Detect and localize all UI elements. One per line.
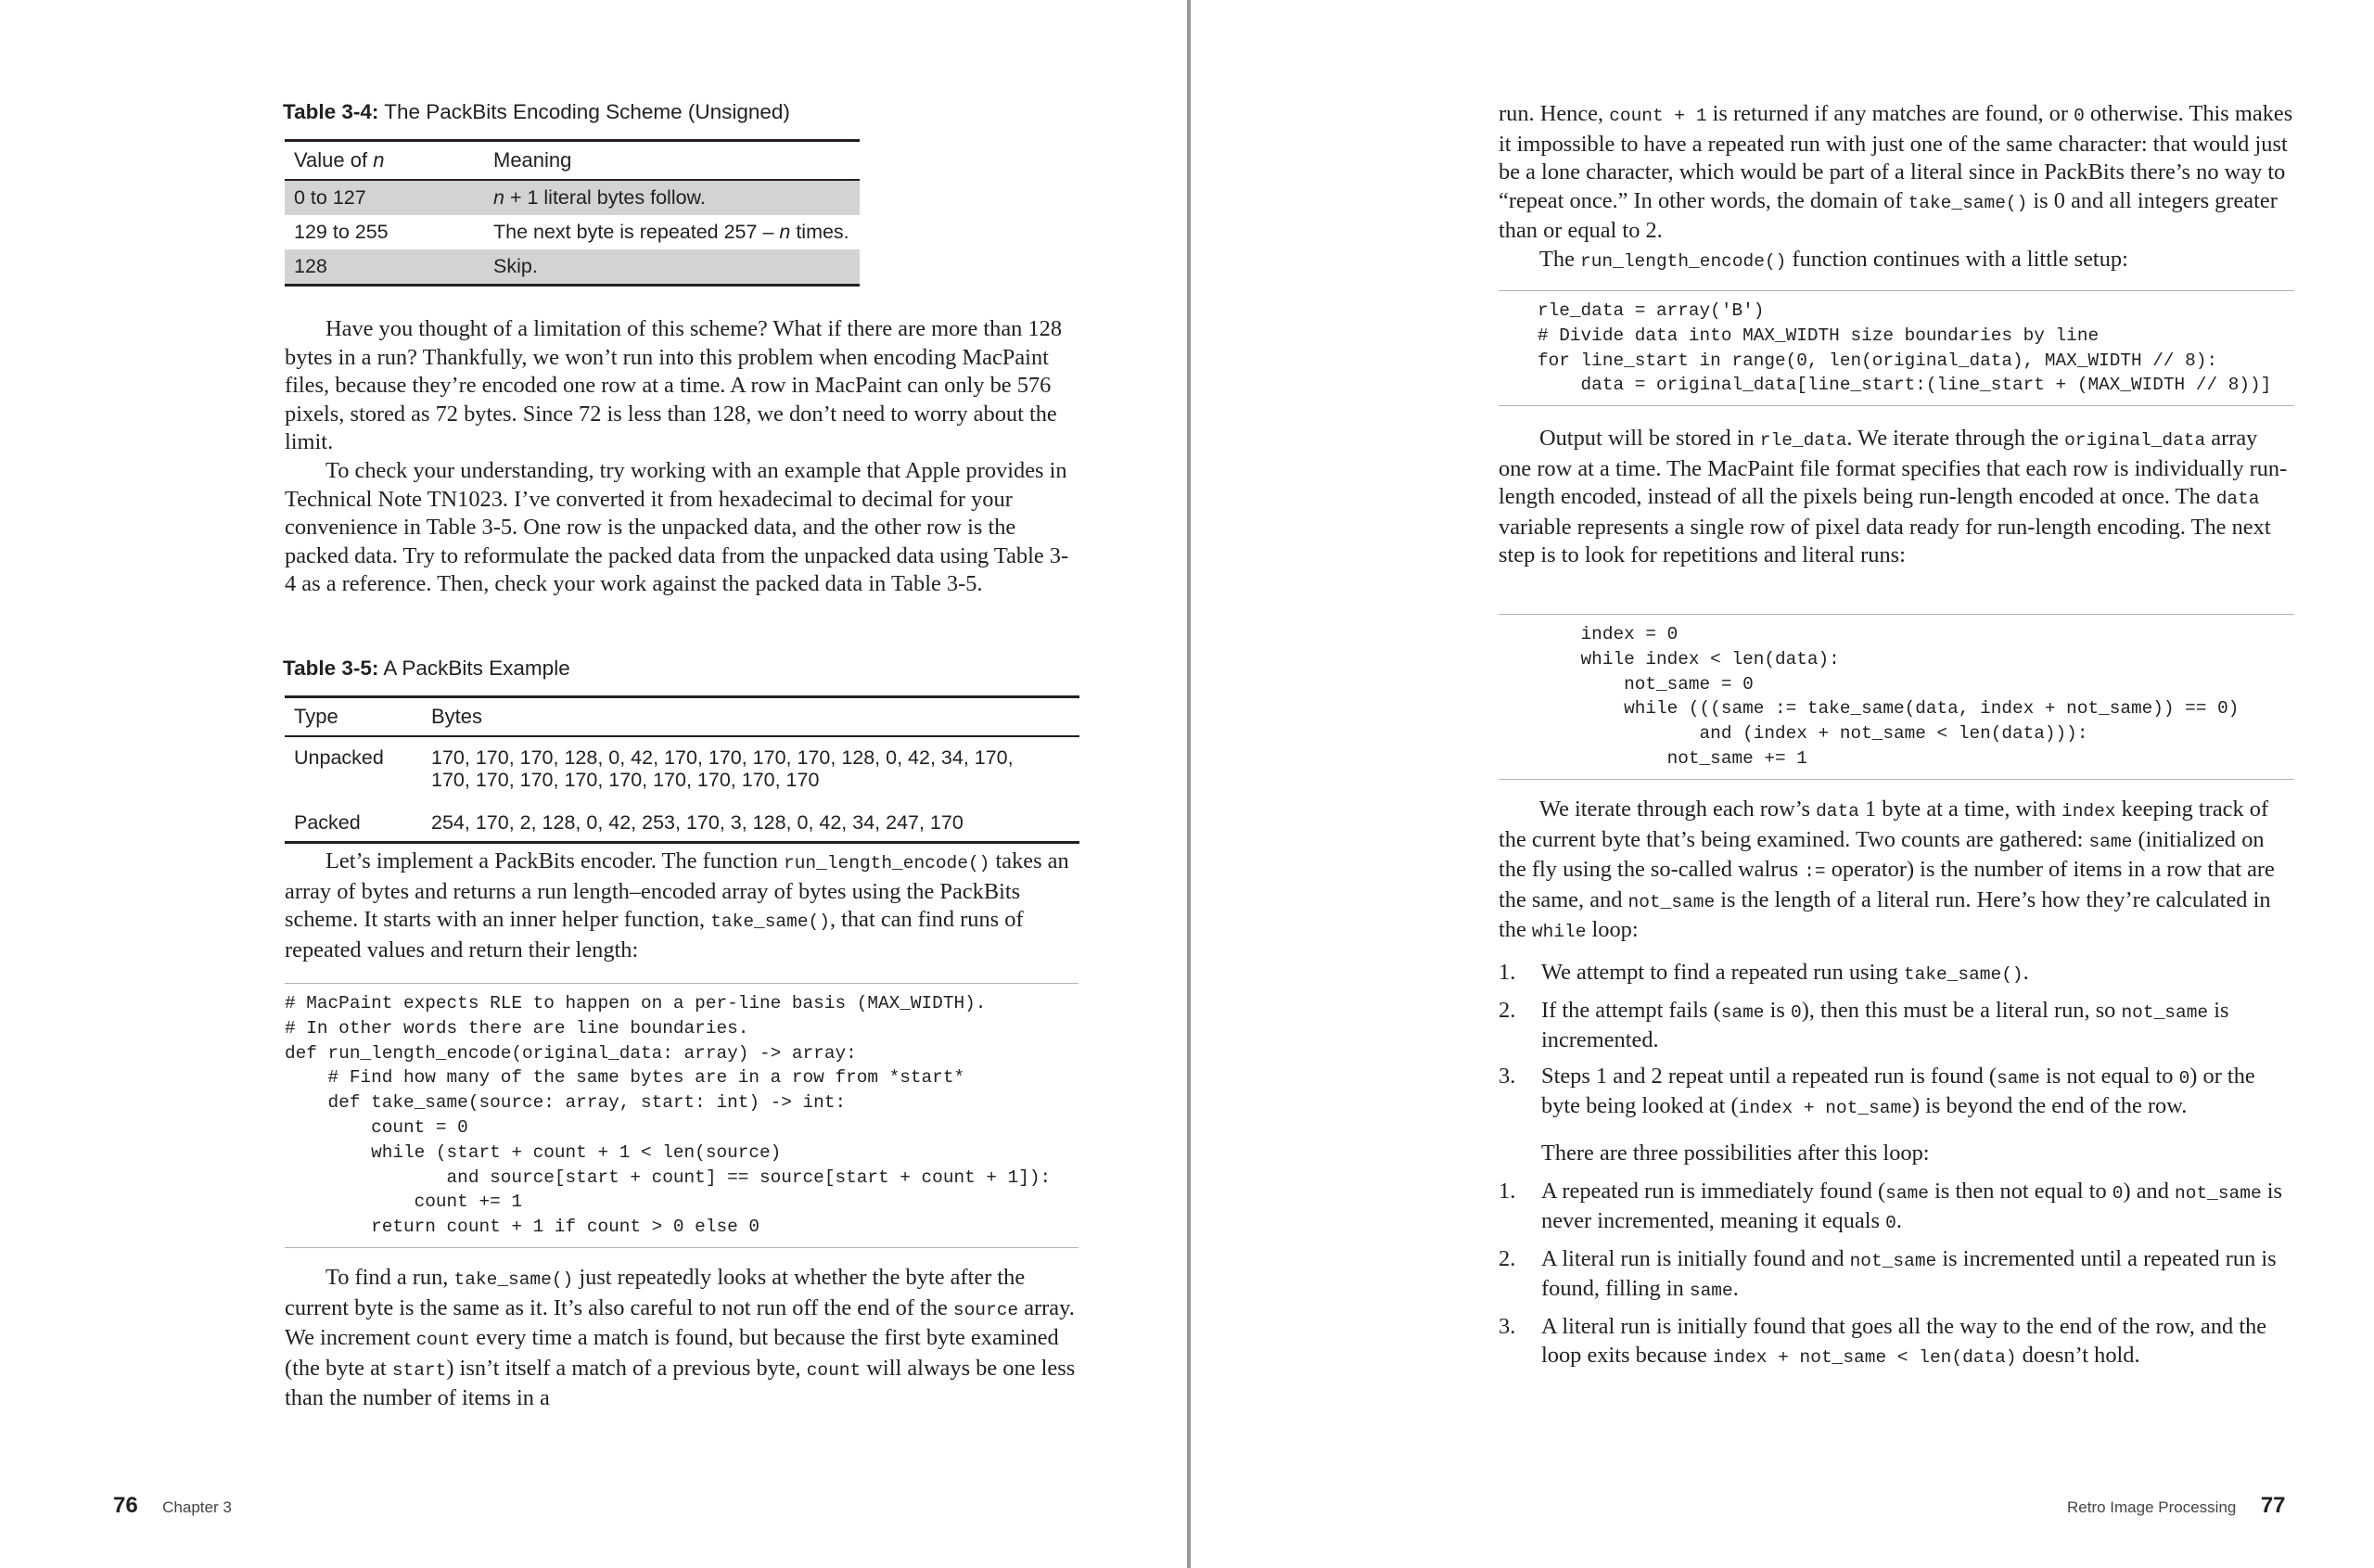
chapter-label: Chapter 3 <box>162 1498 232 1516</box>
code-line: and (index + not_same < len(data))): <box>1538 723 2088 745</box>
table-caption-text: A PackBits Example <box>378 657 570 680</box>
right-text-block-1 <box>1499 100 2294 276</box>
list-item: 3. A literal run is initially found that goes all the way to the end of the row, and the loop exits because index + not_same < len(data) doesn’t hold. <box>1499 1313 2267 1368</box>
code-line: count = 0 <box>285 1116 468 1138</box>
table-cell: 129 to 255 <box>294 221 389 243</box>
page-number: 77 <box>2260 1493 2286 1518</box>
code-line: # Divide data into MAX_WIDTH size boundaries by line <box>1538 325 2100 346</box>
code-line: data = original_data[line_start:(line_start + (MAX_WIDTH // 8))] <box>1538 375 2272 396</box>
table-header-bytes: Bytes <box>422 697 1079 737</box>
table-header-meaning: Meaning <box>484 141 860 181</box>
table-row <box>285 215 860 249</box>
code-line: def run_length_encode(original_data: array) -> array: <box>285 1042 857 1064</box>
table-3-4 <box>285 139 860 287</box>
code-line: not_same += 1 <box>1538 747 1807 769</box>
table-cell: Unpacked <box>294 746 384 769</box>
paragraph: Output will be stored in rle_data. We iterate through the original_data array one row at a time. The MacPaint file format specifies that each row is individually run-length encoded, instead of all the pixels being run-length encoded at once. The data variable represents a single row of pixel data ready for run-length encoding. The next step is to look for repetitions and literal runs: <box>1499 426 2288 568</box>
table-row <box>285 180 860 215</box>
left-text-block-1 <box>285 315 1079 599</box>
table-header-type: Type <box>285 697 422 737</box>
paragraph: We iterate through each row’s data 1 byte at a time, with index keeping track of the current byte that’s being examined. Two counts are gathered: same (initialized on the fly using the so-called walrus := operator) is the number of items in a row that are the same, and not_same is the length of a literal run. Here’s how they’re calculated in the while loop: <box>1499 797 2275 943</box>
running-head: Retro Image Processing <box>2067 1498 2237 1516</box>
list-item: 1. We attempt to find a repeated run using take_same(). <box>1499 959 2294 989</box>
right-page-footer <box>2067 1493 2286 1519</box>
code-listing-3 <box>1499 614 2294 780</box>
table-header-row <box>285 141 860 181</box>
table-cell: 170, 170, 170, 128, 0, 42, 170, 170, 170, 170, 128, 0, 42, 34, 170, 170, 170, 170, 170, 170, 170, 170, 170, 170 <box>431 746 1014 791</box>
list-number: 1. <box>1499 1178 1516 1204</box>
list-item: 2. If the attempt fails (same is 0), then this must be a literal run, so not_same is incremented. <box>1499 997 2229 1053</box>
table-3-5-caption <box>283 657 570 681</box>
page-number: 76 <box>113 1493 138 1518</box>
table-cell: Skip. <box>484 249 860 286</box>
table-cell: n + 1 literal bytes follow. <box>484 180 860 215</box>
paragraph: Have you thought of a limitation of this scheme? What if there are more than 128 bytes in a run? Thankfully, we won’t run into this problem when encoding MacPaint files, because they’re encoded one row at a time. A row in MacPaint can only be 576 pixels, stored as 72 bytes. Since 72 is less than 128, we don’t need to worry about the limit. <box>285 316 1063 455</box>
table-cell: 128 <box>285 249 484 286</box>
code-line: while (((same := take_same(data, index + not_same)) == 0) <box>1538 698 2240 720</box>
list-number: 2. <box>1499 997 1516 1023</box>
code-line: # MacPaint expects RLE to happen on a per-line basis (MAX_WIDTH). <box>285 993 987 1013</box>
list-number: 3. <box>1499 1063 1516 1089</box>
paragraph: Let’s implement a PackBits encoder. The function run_length_encode() takes an array of bytes and returns a run length–encoded array of bytes using the PackBits scheme. It starts with an inner helper function, take_same(), that can find runs of repeated values and return their length: <box>285 848 1069 962</box>
code-line: return count + 1 if count > 0 else 0 <box>285 1217 759 1238</box>
table-cell: 254, 170, 2, 128, 0, 42, 253, 170, 3, 128, 0, 42, 34, 247, 170 <box>422 804 1079 843</box>
numbered-list-1 <box>1499 959 2294 1379</box>
table-cell: The next byte is repeated 257 – n times. <box>493 221 849 243</box>
list-item: 1. A repeated run is immediately found (same is then not equal to 0) and not_same is never incremented, meaning it equals 0. <box>1499 1178 2283 1234</box>
code-line: def take_same(source: array, start: int) -> int: <box>285 1092 847 1114</box>
code-line: # Find how many of the same bytes are in a row from *start* <box>285 1067 965 1089</box>
code-line: index = 0 <box>1538 624 1678 644</box>
table-row <box>285 249 860 286</box>
code-listing-1 <box>285 983 1079 1248</box>
table-caption-text: The PackBits Encoding Scheme (Unsigned) <box>378 100 790 123</box>
code-line: while (start + count + 1 < len(source) <box>285 1141 782 1163</box>
paragraph: The run_length_encode() function continues with a little setup: <box>1539 246 2128 272</box>
list-item: 3. Steps 1 and 2 repeat until a repeated run is found (same is not equal to 0) or the byte being looked at (index + not_same) is beyond the end of the row. <box>1499 1063 2255 1119</box>
code-line: not_same = 0 <box>1538 673 1754 695</box>
right-text-block-3 <box>1499 796 2294 947</box>
paragraph: To find a run, take_same() just repeatedly looks at whether the byte after the current byte is the same as it. It’s also careful to not run off the end of the source array. We increment count every time a match is found, but because the first byte examined (the byte at start) isn’t itself a match of a previous byte, count will always be one less than the number of items in a <box>285 1265 1076 1411</box>
paragraph: run. Hence, count + 1 is returned if any matches are found, or 0 otherwise. This makes it impossible to have a repeated run with just one of the same character: that would just be a lone character, which would be part of a literal since in PackBits there’s no way to “repeat once.” In other words, the domain of take_same() is 0 and all integers greater than or equal to 2. <box>1499 101 2293 244</box>
table-header-row <box>285 697 1079 737</box>
left-text-block-3 <box>285 1264 1079 1413</box>
code-line: rle_data = array('B') <box>1538 300 1765 321</box>
code-listing-2 <box>1499 290 2294 406</box>
table-cell: Packed <box>285 804 422 843</box>
left-page-footer <box>113 1493 232 1519</box>
list-number: 3. <box>1499 1313 1516 1339</box>
code-line: and source[start + count] == source[start + count + 1]): <box>285 1166 1052 1188</box>
table-3-5 <box>285 695 1079 844</box>
left-text-block-2 <box>285 848 1079 964</box>
table-header-value: Value of n <box>285 141 484 181</box>
code-line: for line_start in range(0, len(original_data), MAX_WIDTH // 8): <box>1538 350 2218 371</box>
table-row <box>285 736 1079 804</box>
code-line: while index < len(data): <box>1538 648 1840 669</box>
code-line: count += 1 <box>285 1192 522 1213</box>
list-number: 2. <box>1499 1245 1516 1271</box>
list-number: 1. <box>1499 960 1516 985</box>
table-caption-label: Table 3-5: <box>283 657 379 680</box>
table-cell: 0 to 127 <box>285 180 484 215</box>
table-row <box>285 804 1079 843</box>
code-line: # In other words there are line boundaries. <box>285 1017 749 1039</box>
table-3-4-caption <box>283 100 790 124</box>
right-text-block-2 <box>1499 425 2294 570</box>
table-caption-label: Table 3-4: <box>283 100 379 123</box>
right-page <box>1191 0 2374 1568</box>
list-item: 2. A literal run is initially found and not_same is incremented until a repeated run is found, filling in same. <box>1499 1245 2277 1302</box>
paragraph: To check your understanding, try working with an example that Apple provides in Technical Note TN1023. I’ve converted it from hexadecimal to decimal for your convenience in Table 3-5. One row is the unpacked data, and the other row is the packed data. Try to reformulate the packed data from the unpacked data using Table 3-4 as a reference. Then, check your work against the packed data in Table 3-5. <box>285 457 1069 597</box>
paragraph: There are three possibilities after this loop: <box>1541 1140 1930 1166</box>
